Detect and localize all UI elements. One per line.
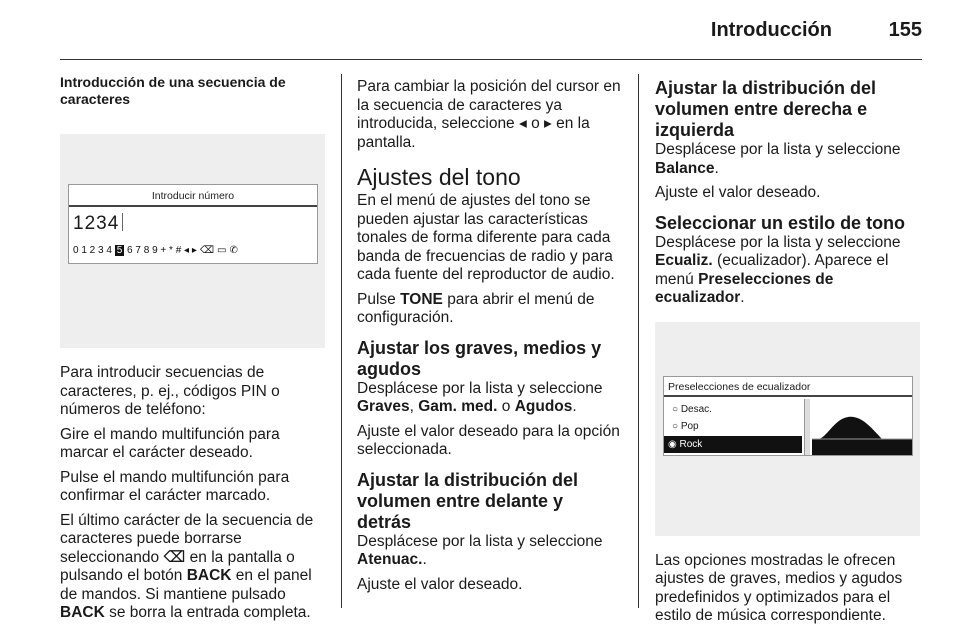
eq-curve-graphic [812,399,912,455]
arrow-left-icon: ◂ [519,115,527,132]
menu-term: Preselecciones de ecualizador [655,270,834,306]
paragraph: Las opciones mostradas le ofrecen ajustes de graves, medios y agudos predefinidos y optimizados para el estilo de música correspondiente. [655,551,903,624]
text: Desplácese por la lista y seleccione [357,532,603,550]
paragraph [357,291,622,328]
text-cursor [122,213,123,231]
phone-icon: ✆ [229,245,238,256]
backspace-icon: ⌫ [163,548,186,566]
entered-digits [73,213,123,234]
page-header [60,0,922,60]
screen-title: Preselecciones de ecualizador [664,377,912,397]
scrollbar [804,399,810,455]
paragraph: Desplácese por la lista y seleccione Ecualiz. (ecualizador). Aparece el menú Preselecciones de ecualizador. [655,233,901,306]
selected-char: 5 [116,245,123,256]
eq-option: ○ Desac. [672,403,712,415]
page-number: 155 [888,19,922,41]
paragraph [357,78,622,152]
chars-after: 6 7 8 9 + * # ◂ ▸ [127,245,197,256]
arrow-right-icon: ▸ [544,115,552,132]
menu-term: Atenuac. [357,551,423,568]
column-divider [341,74,342,608]
section-heading: Introducción de una secuencia de caracteres [60,74,286,107]
text: Desplácese por la lista y seleccione [357,379,603,397]
subsection-heading: Ajustar la distribución del volumen entre delante y detrás [357,469,579,532]
menu-term: Ecualiz. [655,252,713,269]
section-heading: Ajustes del tono [357,164,521,190]
paragraph: En el menú de ajustes del tono se pueden ajustar las características tonales de forma diferente para cada banda de frecuencias de radio y para cada fuente del reproductor de audio. [357,192,615,283]
paragraph: Ajuste el valor deseado para la opción seleccionada. [357,422,620,458]
back-label: BACK [186,567,232,584]
text: o [531,115,540,132]
screen-title: Introducir número [69,185,317,207]
text: El último carácter de la secuencia de caracteres puede borrarse seleccionando [60,511,314,566]
text: Desplácese por la lista y seleccione [655,141,901,158]
text: se borra la entrada completa. [109,604,311,621]
text: en el panel de mandos. Si mantiene pulsado [60,567,312,603]
text: en la pantalla. [357,115,590,151]
phonebook-icon: ▭ [217,245,227,256]
paragraph: Gire el mando multifunción para marcar el carácter deseado. [60,425,280,461]
paragraph: Ajuste el valor deseado. [655,184,821,201]
subsection-heading: Seleccionar un estilo de tono [655,212,906,233]
paragraph: Ajuste el valor deseado. [357,575,523,593]
text: o [501,398,511,415]
paragraph: Pulse el mando multifunción para confirmar el carácter marcado. [60,468,290,504]
paragraph: Desplácese por la lista y seleccione Atenuac.. [357,532,603,568]
text: Pulse [357,290,396,308]
equalizer-screen [663,376,913,456]
column-divider [638,74,639,608]
character-row [73,242,238,261]
number-entry-screen [68,184,318,264]
column-3 [655,78,923,632]
menu-term: Agudos [514,398,573,415]
eq-option: ○ Pop [672,420,699,432]
text: Para cambiar la posición del cursor en la secuencia de caracteres ya introducida, seleccione [357,78,621,132]
column-2 [357,78,622,600]
subsection-heading: Ajustar la distribución del volumen entre derecha e izquierda [655,78,877,140]
subsection-heading: Ajustar los graves, medios y agudos [357,337,602,379]
menu-term: Balance [655,159,715,177]
equalizer-illustration [655,322,920,536]
chars-before: 0 1 2 3 4 [73,245,112,256]
backspace-icon: ⌫ [199,245,214,256]
paragraph [60,512,325,623]
eq-option-selected: ◉ Rock [664,436,802,453]
page-title: Introducción [710,19,832,41]
text: Desplácese por la lista y seleccione [655,233,901,251]
text: para abrir el menú de configuración. [357,290,595,326]
paragraph: Desplácese por la lista y seleccione Graves, Gam. med. o Agudos. [357,379,603,415]
paragraph: Para introducir secuencias de caracteres, p. ej., códigos PIN o números de teléfono: [60,364,280,418]
back-label: BACK [60,604,105,621]
entered-value: 1234 [73,213,120,234]
menu-term: Gam. med. [418,398,498,415]
tone-label: TONE [400,290,443,308]
text: en la pantalla o pulsando el botón [60,548,295,584]
menu-term: Graves [357,398,410,415]
paragraph: Desplácese por la lista y seleccione Balance. [655,141,901,177]
text: (ecualizador). Aparece el menú [655,252,889,288]
number-entry-illustration [60,134,325,348]
column-1 [60,74,325,629]
